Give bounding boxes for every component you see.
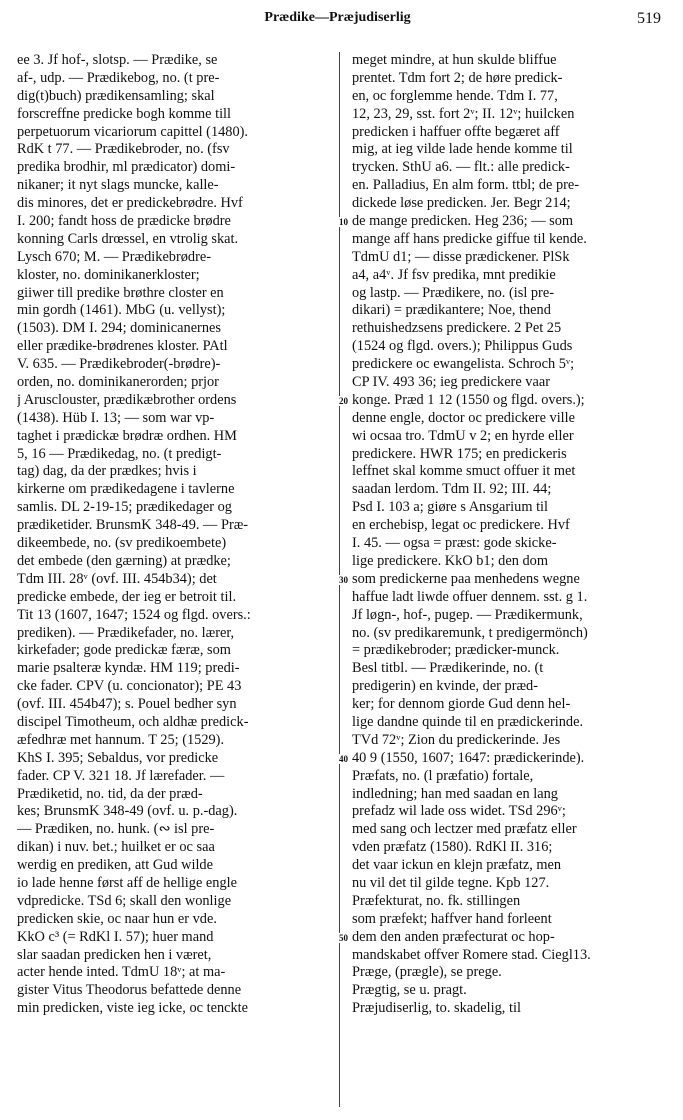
text-line: I. 200; fandt hoss de prædicke brødre [17, 213, 231, 230]
text-line: orden, no. dominikanerorden; prjor [17, 374, 219, 391]
text-line: marie psalteræ kyndæ. HM 119; predi- [17, 660, 240, 677]
text-line: cke fader. CPV (u. concionator); PE 43 [17, 678, 242, 695]
text-line: leffnet skal komme smuct offuer it met [352, 463, 576, 480]
text-line: io lade henne først aff de hellige engle [17, 874, 237, 891]
text-line: predicke embede, der ieg er betroit til. [17, 588, 237, 605]
text-line: vdpredicke. TSd 6; skall den wonlige [17, 892, 232, 909]
text-line: eller prædike-brødrenes kloster. PAtl [17, 338, 228, 355]
text-line: prentet. Tdm fort 2; de høre predick- [352, 69, 563, 86]
text-line: predigerin) en kvinde, der præd- [352, 678, 539, 695]
text-line: Præge, (prægle), se prege. [352, 964, 502, 981]
text-line: indledning; han med saadan en lang [352, 785, 558, 802]
text-line: mig, at ieg vilde lade hende komme til [352, 141, 573, 158]
text-line: dikari) = prædikantere; Noe, thend [352, 302, 551, 319]
text-line: dikan) i nuv. bet.; huilket er oc saa [17, 839, 215, 856]
text-line: = prædikebroder; prædicker-munck. [352, 642, 560, 659]
text-line: gister Vitus Theodorus befattede denne [17, 982, 242, 999]
text-line: mange aff hans predicke giffue til kende. [352, 230, 587, 247]
text-line: I. 45. — ogsa = præst: gode skicke- [352, 535, 557, 552]
text-line: prædiketider. BrunsmK 348-49. — Præ- [17, 517, 249, 534]
text-line: wi ocsaa tro. TdmU v 2; en hyrde eller [352, 427, 574, 444]
text-line: trycken. SthU a6. — flt.: alle predick- [352, 159, 570, 176]
text-line: taghet i prædickæ brødræ ordhen. HM [17, 427, 237, 444]
text-line: — Prædiken, no. hunk. (∾ isl pre- [17, 821, 215, 838]
text-line: nu vil det til gilde tegne. Kpb 127. [352, 874, 550, 891]
text-line: kirkefader; gode predickæ færæ, som [17, 642, 231, 659]
text-line: ee 3. Jf hof-, slotsp. — Prædike, se [17, 52, 218, 68]
text-line: samlis. DL 2-19-15; prædikedager og [17, 499, 232, 516]
text-line: acter hende inted. TdmU 18ᵛ; at ma- [17, 964, 226, 981]
text-line: som præfekt; haffver hand forleent [352, 910, 552, 927]
text-line: kloster, no. dominikanerkloster; [17, 266, 200, 283]
text-line: predicken i haffuer offte begæret aff [352, 123, 560, 140]
text-line: mandskabet offver Romere stad. Ciegl13. [352, 946, 591, 963]
text-line: Præfekturat, no. fk. stillingen [352, 892, 521, 909]
margin-line-number: 50 [339, 933, 348, 944]
margin-line-number: 10 [339, 217, 348, 228]
text-line: en, oc forglemme hende. Tdm I. 77, [352, 87, 558, 104]
text-line: KhS I. 395; Sebaldus, vor predicke [17, 749, 219, 766]
text-line: predickere oc ewangelista. Schroch 5ᵛ; [352, 356, 575, 373]
text-line: prefadz wil lade oss widet. TSd 296ᵛ; [352, 803, 566, 820]
text-line: med sang och lectzer med præfatz eller [352, 821, 577, 838]
text-line: Lysch 670; M. — Prædikebrødre- [17, 248, 212, 265]
text-line: discipel Timotheum, och aldhæ predick- [17, 713, 249, 730]
left-column [17, 52, 331, 1018]
text-line: RdK t 77. — Prædikebroder, no. (fsv [17, 141, 230, 158]
text-line: en. Palladius, En alm form. ttbl; de pre- [352, 177, 580, 194]
text-line: haffue ladt liwde offuer dennem. sst. g 1. [352, 588, 588, 605]
text-line: dis minores, det er predickebrødre. Hvf [17, 195, 243, 212]
text-line: 40 9 (1550, 1607; 1647: prædickerinde). [352, 749, 585, 766]
text-line: no. (sv predikaremunk, t predigermönch) [352, 624, 588, 641]
text-line: fader. CP V. 321 18. Jf lærefader. — [17, 767, 225, 784]
text-line: TdmU d1; — disse prædickener. PlSk [352, 248, 570, 265]
text-line: Psd I. 103 a; giøre s Ansgarium til [352, 499, 549, 516]
text-line: predicken skie, oc naar hun er vde. [17, 910, 217, 927]
text-line: æfedhræ met hannum. T 25; (1529). [17, 731, 225, 748]
text-line: (1438). Hüb I. 13; — som war vp- [17, 409, 215, 426]
text-line: lige dandne quinde til en prædickerinde. [352, 713, 584, 730]
margin-line-number: 20 [339, 396, 348, 407]
margin-line-number: 30 [339, 575, 348, 586]
text-line: Tit 13 (1607, 1647; 1524 og flgd. overs.: [17, 606, 251, 623]
text-line: det embede (den gærning) at prædke; [17, 552, 231, 569]
text-line: KkO c³ (= RdKl I. 57); huer mand [17, 928, 214, 945]
text-line: (1524 og flgd. overs.); Philippus Guds [352, 338, 573, 355]
text-line: perpetuorum vicariorum capittel (1480). [17, 123, 249, 140]
text-line: vden præfatz (1580). RdKl II. 316; [352, 839, 553, 856]
text-line: rethuishedzsens predickere. 2 Pet 25 [352, 320, 562, 337]
text-line: slar saadan predicken hen i været, [17, 946, 212, 963]
text-line: werdig en prediken, att Gud wilde [17, 857, 213, 874]
text-line: CP IV. 493 36; ieg predickere vaar [352, 374, 550, 391]
text-line: og lastp. — Prædikere, no. (isl pre- [352, 284, 554, 301]
text-line: de mange predicken. Heg 236; — som [352, 213, 574, 230]
text-line: som predickerne paa menhedens wegne [352, 570, 580, 587]
text-line: af-, udp. — Prædikebog, no. (t pre- [17, 69, 220, 86]
text-line: TVd 72ᵛ; Zion du predickerinde. Jes [352, 731, 561, 748]
text-line: tag) dag, da der prædkes; hvis i [17, 463, 197, 480]
text-line: (1503). DM I. 294; dominicanernes [17, 320, 221, 337]
text-line: Præjudiserlig, to. skadelig, til [352, 1000, 521, 1017]
right-column [352, 52, 670, 1018]
text-line: Prædiketid, no. tid, da der præd- [17, 785, 203, 802]
text-line: kes; BrunsmK 348-49 (ovf. u. p.-dag). [17, 803, 238, 820]
text-line: j Arusclouster, prædikæbrother ordens [17, 391, 237, 408]
page-header [14, 10, 661, 36]
text-line: min gordh (1461). MbG (u. vellyst); [17, 302, 226, 319]
text-line: Præfats, no. (l præfatio) fortale, [352, 767, 534, 784]
text-line: nikaner; it nyt slags muncke, kalle- [17, 177, 219, 194]
text-line: Tdm III. 28ᵛ (ovf. III. 454b34); det [17, 570, 217, 587]
text-line: Prægtig, se u. pragt. [352, 982, 467, 999]
text-line: dickede løse predicken. Jer. Begr 214; [352, 195, 571, 212]
text-line: a4, a4ᵛ. Jf fsv predika, mnt predikie [352, 266, 556, 283]
text-line: (ovf. III. 454b47); s. Pouel bedher syn [17, 696, 237, 713]
margin-line-number: 40 [339, 754, 348, 765]
text-line: konning Carls drœssel, en vtrolig skat. [17, 230, 239, 247]
text-line: giiwer till predike brøthre closter en [17, 284, 224, 301]
text-line: predika brodhir, ml prædicator) domi- [17, 159, 236, 176]
text-line: det vaar ickun en klejn præfatz, men [352, 857, 562, 874]
text-line: Jf løgn-, hof-, pugep. — Prædikermunk, [352, 606, 583, 623]
text-line: forscreffne predicke bogh komme till [17, 105, 232, 122]
text-line: prediken). — Prædikefader, no. lærer, [17, 624, 235, 641]
text-line: meget mindre, at hun skulde bliffue [352, 52, 557, 68]
text-line: ker; for dennom giorde Gud denn hel- [352, 696, 571, 713]
text-line: konge. Præd 1 12 (1550 og flgd. overs.); [352, 391, 585, 408]
text-line: en erchebisp, legat oc predickere. Hvf [352, 517, 570, 534]
text-line: saadan lerdom. Tdm II. 92; III. 44; [352, 481, 552, 498]
text-line: dig(t)buch) prædikensamling; skal [17, 87, 215, 104]
text-line: predickere. HWR 175; en predickeris [352, 445, 567, 462]
text-line: 5, 16 — Prædikedag, no. (t predigt- [17, 445, 222, 462]
text-line: lige predickere. KkO b1; den dom [352, 552, 548, 569]
text-line: dem den anden præfecturat oc hop- [352, 928, 555, 945]
text-line: Besl titbl. — Prædikerinde, no. (t [352, 660, 544, 677]
text-line: V. 635. — Prædikebroder(-brødre)- [17, 356, 221, 373]
text-line: denne engle, doctor oc predickere ville [352, 409, 576, 426]
text-line: dikeembede, no. (sv predikoembete) [17, 535, 227, 552]
text-line: 12, 23, 29, sst. fort 2ᵛ; II. 12ᵛ; huilcken [352, 105, 575, 122]
running-head: Prædike—Præjudiserlig [264, 10, 411, 25]
page-number: 519 [637, 10, 661, 27]
text-line: kirkerne om prædikedagene i tavlerne [17, 481, 235, 498]
text-line: min predicken, viste ieg icke, oc tenckte [17, 1000, 249, 1017]
